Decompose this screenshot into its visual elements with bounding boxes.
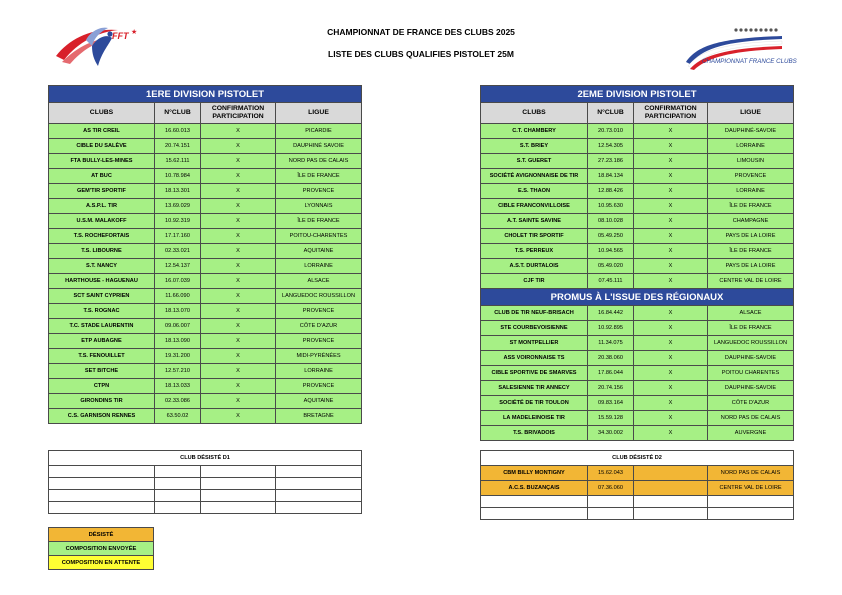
blank-cell xyxy=(708,496,794,508)
ligue-name: ÎLE DE FRANCE xyxy=(708,244,794,259)
ligue-name: CENTRE VAL DE LOIRE xyxy=(708,274,794,289)
blank-cell xyxy=(276,466,362,478)
table-row xyxy=(481,124,794,139)
club-name: S.T. BRIEY xyxy=(481,139,588,154)
club-name: AS TIR CREIL xyxy=(49,124,155,139)
ligue-name: NORD PAS DE CALAIS xyxy=(708,411,794,426)
desiste-d1-table xyxy=(48,450,362,514)
blank-cell xyxy=(155,478,201,490)
club-number: 10.78.984 xyxy=(155,169,201,184)
club-number: 16.07.039 xyxy=(155,274,201,289)
confirmation-mark: X xyxy=(201,379,276,394)
blank-cell xyxy=(588,496,634,508)
confirmation-mark: X xyxy=(201,199,276,214)
club-name: AT BUC xyxy=(49,169,155,184)
desiste-d2-title: CLUB DÉSISTÉ D2 xyxy=(481,451,794,466)
confirmation-mark: X xyxy=(201,169,276,184)
club-number: 13.69.029 xyxy=(155,199,201,214)
confirmation-mark: X xyxy=(201,334,276,349)
club-name: CBM BILLY MONTIGNY xyxy=(481,466,588,481)
club-name: A.S.T. DURTALOIS xyxy=(481,259,588,274)
fft-logo xyxy=(52,16,144,70)
ligue-name: LORRAINE xyxy=(276,364,362,379)
club-number: 15.62.043 xyxy=(588,466,634,481)
confirmation-mark: X xyxy=(634,366,708,381)
blank-cell xyxy=(201,502,276,514)
confirmation-mark: X xyxy=(201,304,276,319)
promus-title: PROMUS À L'ISSUE DES RÉGIONAUX xyxy=(481,289,794,306)
d2-table xyxy=(480,85,794,441)
club-name: CHOLET TIR SPORTIF xyxy=(481,229,588,244)
table-row xyxy=(49,304,362,319)
table-row xyxy=(481,466,794,481)
ligue-name: ÎLE DE FRANCE xyxy=(708,321,794,336)
table-row xyxy=(49,154,362,169)
blank-cell xyxy=(588,508,634,520)
ligue-name: LORRAINE xyxy=(708,184,794,199)
blank-cell xyxy=(201,466,276,478)
confirmation-mark: X xyxy=(201,124,276,139)
table-row xyxy=(481,184,794,199)
confirmation-mark: X xyxy=(201,289,276,304)
confirmation-mark xyxy=(634,481,708,496)
table-row xyxy=(481,396,794,411)
confirmation-mark: X xyxy=(634,259,708,274)
table-row xyxy=(49,364,362,379)
confirmation-mark: X xyxy=(634,214,708,229)
col-clubs: CLUBS xyxy=(49,103,155,124)
club-name: S.T. NANCY xyxy=(49,259,155,274)
ligue-name: ALSACE xyxy=(276,274,362,289)
confirmation-mark: X xyxy=(634,199,708,214)
blank-cell xyxy=(481,508,588,520)
club-number: 16.60.013 xyxy=(155,124,201,139)
table-row xyxy=(481,199,794,214)
table-row xyxy=(49,139,362,154)
table-row xyxy=(49,214,362,229)
ligue-name: POITOU-CHARENTES xyxy=(276,229,362,244)
club-name: E.S. THAON xyxy=(481,184,588,199)
table-row xyxy=(481,139,794,154)
table-row xyxy=(49,259,362,274)
blank-cell xyxy=(481,496,588,508)
club-name: CIBLE DU SALÈVE xyxy=(49,139,155,154)
desiste-d2-table xyxy=(480,450,794,520)
ligue-name: BRETAGNE xyxy=(276,409,362,424)
club-number: 11.34.075 xyxy=(588,336,634,351)
club-number: 15.62.111 xyxy=(155,154,201,169)
col-ligue: LIGUE xyxy=(708,103,794,124)
table-row xyxy=(49,379,362,394)
confirmation-mark: X xyxy=(201,229,276,244)
table-row xyxy=(49,319,362,334)
confirmation-mark: X xyxy=(634,396,708,411)
confirmation-mark: X xyxy=(634,351,708,366)
blank-cell xyxy=(201,490,276,502)
blank-cell xyxy=(276,502,362,514)
club-name: CJF TIR xyxy=(481,274,588,289)
club-number: 16.84.442 xyxy=(588,306,634,321)
club-name: T.S. BRIVADOIS xyxy=(481,426,588,441)
club-name: CIBLE FRANCONVILLOISE xyxy=(481,199,588,214)
blank-row xyxy=(49,490,362,502)
club-number: 18.13.070 xyxy=(155,304,201,319)
confirmation-mark: X xyxy=(634,124,708,139)
desiste-d1-title: CLUB DÉSISTÉ D1 xyxy=(49,451,362,466)
table-row xyxy=(481,306,794,321)
championnat-logo-text: CHAMPIONNAT FRANCE CLUBS xyxy=(702,58,797,65)
blank-cell xyxy=(49,466,155,478)
club-name: SET BITCHE xyxy=(49,364,155,379)
col-confirmation: CONFIRMATION PARTICIPATION xyxy=(201,103,276,124)
confirmation-mark: X xyxy=(201,139,276,154)
club-number: 12.54.305 xyxy=(588,139,634,154)
club-number: 19.31.200 xyxy=(155,349,201,364)
confirmation-mark: X xyxy=(634,184,708,199)
table-row xyxy=(481,411,794,426)
ligue-name: PROVENCE xyxy=(708,169,794,184)
club-name: T.S. FENOUILLET xyxy=(49,349,155,364)
confirmation-mark: X xyxy=(201,274,276,289)
table-row xyxy=(49,244,362,259)
club-name: GEM'TIR SPORTIF xyxy=(49,184,155,199)
club-name: STE COURBEVOISIENNE xyxy=(481,321,588,336)
table-row xyxy=(481,169,794,184)
ligue-name: CÔTE D'AZUR xyxy=(708,396,794,411)
blank-cell xyxy=(201,478,276,490)
ligue-name: AUVERGNE xyxy=(708,426,794,441)
confirmation-mark: X xyxy=(634,169,708,184)
table-row xyxy=(481,274,794,289)
club-number: 17.17.160 xyxy=(155,229,201,244)
club-name: GIRONDINS TIR xyxy=(49,394,155,409)
club-number: 10.94.565 xyxy=(588,244,634,259)
championnat-logo xyxy=(684,22,797,70)
svg-text:★: ★ xyxy=(131,29,138,36)
club-number: 27.23.186 xyxy=(588,154,634,169)
club-name: C.S. GARNISON RENNES xyxy=(49,409,155,424)
ligue-name: LANGUEDOC ROUSSILLON xyxy=(276,289,362,304)
d1-title: 1ERE DIVISION PISTOLET xyxy=(49,86,362,103)
club-number: 20.73.010 xyxy=(588,124,634,139)
club-name: U.S.M. MALAKOFF xyxy=(49,214,155,229)
club-name: CTPN xyxy=(49,379,155,394)
confirmation-mark: X xyxy=(634,229,708,244)
club-number: 05.49.250 xyxy=(588,229,634,244)
club-number: 12.54.137 xyxy=(155,259,201,274)
confirmation-mark: X xyxy=(634,381,708,396)
club-number: 09.83.164 xyxy=(588,396,634,411)
club-name: A.C.S. BUZANÇAIS xyxy=(481,481,588,496)
club-name: ST MONTPELLIER xyxy=(481,336,588,351)
ligue-name: DAUPHINÉ-SAVOIE xyxy=(708,124,794,139)
club-number: 18.13.301 xyxy=(155,184,201,199)
table-row xyxy=(481,321,794,336)
club-number: 09.06.007 xyxy=(155,319,201,334)
blank-cell xyxy=(49,490,155,502)
table-row xyxy=(481,259,794,274)
club-name: T.C. STADE LAURENTIN xyxy=(49,319,155,334)
confirmation-mark: X xyxy=(201,259,276,274)
fft-logo-text: FFT xyxy=(112,31,129,41)
blank-cell xyxy=(155,490,201,502)
ligue-name: CENTRE VAL DE LOIRE xyxy=(708,481,794,496)
club-name: SOCIÉTÉ AVIGNONNAISE DE TIR xyxy=(481,169,588,184)
ligue-name: NORD PAS DE CALAIS xyxy=(276,154,362,169)
ligue-name: PAYS DE LA LOIRE xyxy=(708,229,794,244)
legend-item: COMPOSITION EN ATTENTE xyxy=(49,556,154,570)
blank-cell xyxy=(634,508,708,520)
ligue-name: CHAMPAGNE xyxy=(708,214,794,229)
table-row xyxy=(481,366,794,381)
blank-cell xyxy=(49,502,155,514)
col-confirmation: CONFIRMATION PARTICIPATION xyxy=(634,103,708,124)
club-name: C.T. CHAMBERY xyxy=(481,124,588,139)
blank-cell xyxy=(276,490,362,502)
confirmation-mark: X xyxy=(201,154,276,169)
club-name: T.S. ROCHEFORTAIS xyxy=(49,229,155,244)
confirmation-mark: X xyxy=(634,244,708,259)
club-name: A.T. SAINTE SAVINE xyxy=(481,214,588,229)
table-row xyxy=(481,381,794,396)
table-row xyxy=(49,184,362,199)
blank-cell xyxy=(276,478,362,490)
legend-item: COMPOSITION ENVOYÉE xyxy=(49,542,154,556)
table-row xyxy=(49,334,362,349)
club-number: 02.33.021 xyxy=(155,244,201,259)
confirmation-mark: X xyxy=(201,184,276,199)
club-name: SCT SAINT CYPRIEN xyxy=(49,289,155,304)
club-number: 15.59.128 xyxy=(588,411,634,426)
table-row xyxy=(49,124,362,139)
table-row xyxy=(49,229,362,244)
club-name: CIBLE SPORTIVE DE SMARVES xyxy=(481,366,588,381)
club-name: SOCIÉTÉ DE TIR TOULON xyxy=(481,396,588,411)
ligue-name: LORRAINE xyxy=(708,139,794,154)
confirmation-mark: X xyxy=(201,214,276,229)
ligue-name: ALSACE xyxy=(708,306,794,321)
ligue-name: LORRAINE xyxy=(276,259,362,274)
confirmation-mark: X xyxy=(634,139,708,154)
blank-row xyxy=(49,502,362,514)
club-number: 07.36.060 xyxy=(588,481,634,496)
club-number: 05.49.020 xyxy=(588,259,634,274)
club-name: CLUB DE TIR NEUF-BRISACH xyxy=(481,306,588,321)
table-row xyxy=(481,214,794,229)
page-title: CHAMPIONNAT DE FRANCE DES CLUBS 2025 xyxy=(327,27,515,37)
d2-title: 2EME DIVISION PISTOLET xyxy=(481,86,794,103)
legend-item: DÉSISTÉ xyxy=(49,528,154,542)
table-row xyxy=(481,244,794,259)
ligue-name: PROVENCE xyxy=(276,379,362,394)
d1-table xyxy=(48,85,362,424)
club-number: 18.84.134 xyxy=(588,169,634,184)
table-row xyxy=(481,481,794,496)
club-name: ASS VOIRONNAISE TS xyxy=(481,351,588,366)
club-number: 07.45.111 xyxy=(588,274,634,289)
confirmation-mark: X xyxy=(634,321,708,336)
blank-cell xyxy=(708,508,794,520)
table-row xyxy=(49,409,362,424)
table-row xyxy=(49,394,362,409)
ligue-name: LIMOUSIN xyxy=(708,154,794,169)
confirmation-mark: X xyxy=(634,426,708,441)
confirmation-mark: X xyxy=(201,319,276,334)
club-number: 17.86.044 xyxy=(588,366,634,381)
ligue-name: AQUITAINE xyxy=(276,244,362,259)
club-name: ETP AUBAGNE xyxy=(49,334,155,349)
blank-cell xyxy=(634,496,708,508)
table-row xyxy=(49,274,362,289)
table-row xyxy=(49,289,362,304)
confirmation-mark: X xyxy=(634,274,708,289)
blank-cell xyxy=(155,502,201,514)
club-number: 12.57.210 xyxy=(155,364,201,379)
club-name: T.S. ROGNAC xyxy=(49,304,155,319)
club-number: 18.13.033 xyxy=(155,379,201,394)
ligue-name: ÎLE DE FRANCE xyxy=(276,214,362,229)
club-number: 02.33.086 xyxy=(155,394,201,409)
confirmation-mark: X xyxy=(634,306,708,321)
ligue-name: DAUPHINE-SAVOIE xyxy=(708,351,794,366)
table-row xyxy=(481,154,794,169)
club-number: 20.74.151 xyxy=(155,139,201,154)
ligue-name: MIDI-PYRÉNÉES xyxy=(276,349,362,364)
ligue-name: AQUITAINE xyxy=(276,394,362,409)
confirmation-mark: X xyxy=(634,336,708,351)
ligue-name: PICARDIE xyxy=(276,124,362,139)
ligue-name: PROVENCE xyxy=(276,304,362,319)
club-name: FTA BULLY-LES-MINES xyxy=(49,154,155,169)
club-name: SALESIENNE TIR ANNECY xyxy=(481,381,588,396)
table-row xyxy=(481,351,794,366)
table-row xyxy=(49,199,362,214)
table-row xyxy=(49,169,362,184)
club-number: 18.13.090 xyxy=(155,334,201,349)
ligue-name: POITOU CHARENTES xyxy=(708,366,794,381)
page-subtitle: LISTE DES CLUBS QUALIFIES PISTOLET 25M xyxy=(328,49,514,59)
blank-row xyxy=(49,478,362,490)
ligue-name: LANGUEDOC ROUSSILLON xyxy=(708,336,794,351)
legend xyxy=(48,527,154,570)
club-number: 10.92.895 xyxy=(588,321,634,336)
club-number: 34.30.002 xyxy=(588,426,634,441)
blank-row xyxy=(49,466,362,478)
club-number: 08.10.028 xyxy=(588,214,634,229)
blank-row xyxy=(481,496,794,508)
ligue-name: ÎLE DE FRANCE xyxy=(276,169,362,184)
confirmation-mark: X xyxy=(634,154,708,169)
ligue-name: LYONNAIS xyxy=(276,199,362,214)
ligue-name: PROVENCE xyxy=(276,184,362,199)
confirmation-mark: X xyxy=(201,394,276,409)
table-row xyxy=(481,229,794,244)
club-number: 63.50.02 xyxy=(155,409,201,424)
col-nclub: N°CLUB xyxy=(155,103,201,124)
col-clubs: CLUBS xyxy=(481,103,588,124)
ligue-name: NORD PAS DE CALAIS xyxy=(708,466,794,481)
club-number: 12.88.426 xyxy=(588,184,634,199)
ligue-name: PAYS DE LA LOIRE xyxy=(708,259,794,274)
club-number: 10.95.630 xyxy=(588,199,634,214)
club-number: 20.74.156 xyxy=(588,381,634,396)
confirmation-mark: X xyxy=(201,364,276,379)
confirmation-mark: X xyxy=(634,411,708,426)
ligue-name: PROVENCE xyxy=(276,334,362,349)
blank-row xyxy=(481,508,794,520)
confirmation-mark: X xyxy=(201,349,276,364)
confirmation-mark: X xyxy=(201,409,276,424)
club-name: S.T. GUERET xyxy=(481,154,588,169)
club-name: A.S.P.L. TIR xyxy=(49,199,155,214)
blank-cell xyxy=(155,466,201,478)
club-number: 10.92.319 xyxy=(155,214,201,229)
club-name: HARTHOUSE - HAGUENAU xyxy=(49,274,155,289)
table-row xyxy=(49,349,362,364)
ligue-name: CÔTE D'AZUR xyxy=(276,319,362,334)
blank-cell xyxy=(49,478,155,490)
club-number: 11.66.090 xyxy=(155,289,201,304)
club-number: 20.38.060 xyxy=(588,351,634,366)
table-row xyxy=(481,426,794,441)
ligue-name: DAUPHINE-SAVOIE xyxy=(708,381,794,396)
club-name: T.S. LIBOURNE xyxy=(49,244,155,259)
confirmation-mark: X xyxy=(201,244,276,259)
ligue-name: DAUPHINÉ SAVOIE xyxy=(276,139,362,154)
ligue-name: ÎLE DE FRANCE xyxy=(708,199,794,214)
col-nclub: N°CLUB xyxy=(588,103,634,124)
club-name: LA MADELEINOISE TIR xyxy=(481,411,588,426)
col-ligue: LIGUE xyxy=(276,103,362,124)
club-name: T.S. PERREUX xyxy=(481,244,588,259)
confirmation-mark xyxy=(634,466,708,481)
table-row xyxy=(481,336,794,351)
